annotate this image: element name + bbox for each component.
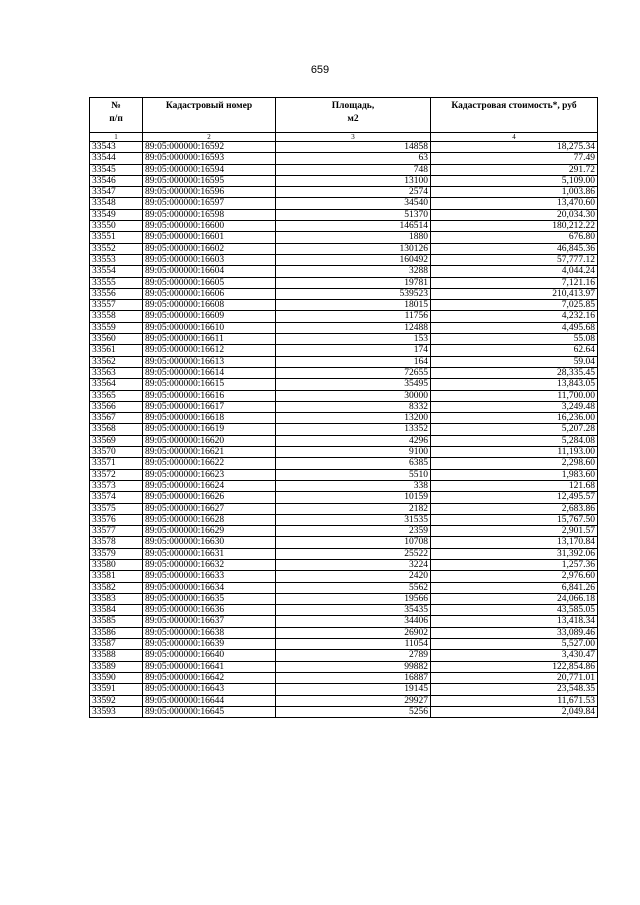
row-index: 33543 [90, 142, 143, 153]
row-index: 33558 [90, 311, 143, 322]
cadastral-cost: 11,700.00 [431, 390, 598, 401]
area-value: 1880 [276, 232, 431, 243]
row-index: 33561 [90, 345, 143, 356]
table-row [90, 537, 598, 548]
cadastral-number: 89:05:000000:16622 [143, 458, 276, 469]
area-value: 72655 [276, 367, 431, 378]
table-row [90, 650, 598, 661]
cadastral-number: 89:05:000000:16606 [143, 288, 276, 299]
cadastral-number: 89:05:000000:16620 [143, 435, 276, 446]
cadastral-number: 89:05:000000:16597 [143, 198, 276, 209]
cadastral-cost: 1,257.36 [431, 559, 598, 570]
cadastral-number: 89:05:000000:16602 [143, 243, 276, 254]
table-row [90, 480, 598, 491]
area-value: 29927 [276, 695, 431, 706]
cadastral-number: 89:05:000000:16639 [143, 639, 276, 650]
table-row [90, 254, 598, 265]
cadastral-cost: 24,066.18 [431, 593, 598, 604]
row-index: 33593 [90, 706, 143, 717]
row-index: 33544 [90, 153, 143, 164]
header-index: № п/п [90, 98, 143, 133]
cadastral-number: 89:05:000000:16637 [143, 616, 276, 627]
cadastral-number: 89:05:000000:16604 [143, 266, 276, 277]
area-value: 19145 [276, 684, 431, 695]
cadastral-number: 89:05:000000:16596 [143, 187, 276, 198]
area-value: 5256 [276, 706, 431, 717]
page-number: 659 [310, 64, 330, 76]
table-row [90, 334, 598, 345]
row-index: 33580 [90, 559, 143, 570]
table-row [90, 435, 598, 446]
cadastral-cost: 122,854.86 [431, 661, 598, 672]
area-value: 34540 [276, 198, 431, 209]
header-cadastral-value: Кадастровая стоимость*, руб [431, 98, 598, 133]
cadastral-cost: 18,275.34 [431, 142, 598, 153]
table-row [90, 300, 598, 311]
row-index: 33573 [90, 480, 143, 491]
cadastral-cost: 3,249.48 [431, 401, 598, 412]
cadastral-cost: 15,767.50 [431, 514, 598, 525]
table-row [90, 447, 598, 458]
row-index: 33589 [90, 661, 143, 672]
cadastral-cost: 43,585.05 [431, 605, 598, 616]
cadastral-number: 89:05:000000:16594 [143, 164, 276, 175]
cadastral-cost: 5,527.00 [431, 639, 598, 650]
area-value: 18015 [276, 300, 431, 311]
cadastral-number: 89:05:000000:16610 [143, 322, 276, 333]
cadastral-number: 89:05:000000:16612 [143, 345, 276, 356]
cadastral-cost: 20,771.01 [431, 672, 598, 683]
cadastral-number: 89:05:000000:16616 [143, 390, 276, 401]
table-row [90, 288, 598, 299]
header-row [90, 98, 598, 133]
area-value: 4296 [276, 435, 431, 446]
cadastral-cost: 5,109.00 [431, 175, 598, 186]
table-row [90, 198, 598, 209]
table-row [90, 401, 598, 412]
cadastral-number: 89:05:000000:16595 [143, 175, 276, 186]
cadastral-number: 89:05:000000:16619 [143, 424, 276, 435]
cadastral-number: 89:05:000000:16592 [143, 142, 276, 153]
row-index: 33562 [90, 356, 143, 367]
cadastral-cost: 4,044.24 [431, 266, 598, 277]
cadastral-cost: 6,841.26 [431, 582, 598, 593]
table-row [90, 616, 598, 627]
table-row [90, 458, 598, 469]
cadastral-cost: 13,470.60 [431, 198, 598, 209]
table-row [90, 571, 598, 582]
table-row [90, 379, 598, 390]
row-index: 33568 [90, 424, 143, 435]
cadastral-cost: 2,976.60 [431, 571, 598, 582]
table-row [90, 390, 598, 401]
row-index: 33550 [90, 221, 143, 232]
table-row [90, 356, 598, 367]
cadastral-number: 89:05:000000:16635 [143, 593, 276, 604]
cadastral-cost: 13,418.34 [431, 616, 598, 627]
table-row [90, 322, 598, 333]
row-index: 33583 [90, 593, 143, 604]
area-value: 14858 [276, 142, 431, 153]
column-number: 1 [90, 133, 143, 142]
table-row [90, 503, 598, 514]
table-header [90, 98, 598, 142]
area-value: 35495 [276, 379, 431, 390]
cadastral-cost: 676.80 [431, 232, 598, 243]
cadastral-number: 89:05:000000:16629 [143, 526, 276, 537]
cadastral-cost: 12,495.57 [431, 492, 598, 503]
cadastral-cost: 59.04 [431, 356, 598, 367]
area-value: 2420 [276, 571, 431, 582]
row-index: 33584 [90, 605, 143, 616]
area-value: 19781 [276, 277, 431, 288]
cadastral-number: 89:05:000000:16605 [143, 277, 276, 288]
area-value: 160492 [276, 254, 431, 265]
area-value: 174 [276, 345, 431, 356]
row-index: 33585 [90, 616, 143, 627]
area-value: 13200 [276, 413, 431, 424]
cadastral-cost: 210,413.97 [431, 288, 598, 299]
row-index: 33572 [90, 469, 143, 480]
table-row [90, 175, 598, 186]
cadastral-number: 89:05:000000:16632 [143, 559, 276, 570]
cadastral-cost: 31,392.06 [431, 548, 598, 559]
cadastral-number: 89:05:000000:16601 [143, 232, 276, 243]
row-index: 33592 [90, 695, 143, 706]
row-index: 33591 [90, 684, 143, 695]
area-value: 2359 [276, 526, 431, 537]
row-index: 33590 [90, 672, 143, 683]
row-index: 33545 [90, 164, 143, 175]
area-value: 5510 [276, 469, 431, 480]
area-value: 26902 [276, 627, 431, 638]
row-index: 33565 [90, 390, 143, 401]
table-row [90, 153, 598, 164]
cadastral-cost: 55.08 [431, 334, 598, 345]
area-value: 25522 [276, 548, 431, 559]
cadastral-cost: 11,193.00 [431, 447, 598, 458]
row-index: 33557 [90, 300, 143, 311]
area-value: 13352 [276, 424, 431, 435]
table-row [90, 243, 598, 254]
table-row [90, 526, 598, 537]
table-row [90, 582, 598, 593]
area-value: 99882 [276, 661, 431, 672]
table-row [90, 142, 598, 153]
area-value: 539523 [276, 288, 431, 299]
area-value: 2574 [276, 187, 431, 198]
table-row [90, 232, 598, 243]
cadastral-number: 89:05:000000:16636 [143, 605, 276, 616]
cadastral-cost: 62.64 [431, 345, 598, 356]
cadastral-number: 89:05:000000:16621 [143, 447, 276, 458]
cadastral-number: 89:05:000000:16630 [143, 537, 276, 548]
header-area: Площадь, м2 [276, 98, 431, 133]
cadastral-number: 89:05:000000:16615 [143, 379, 276, 390]
table-row [90, 266, 598, 277]
area-value: 5562 [276, 582, 431, 593]
table-row [90, 277, 598, 288]
cadastral-number: 89:05:000000:16608 [143, 300, 276, 311]
table-row [90, 424, 598, 435]
area-value: 3288 [276, 266, 431, 277]
area-value: 10708 [276, 537, 431, 548]
cadastral-number: 89:05:000000:16640 [143, 650, 276, 661]
table-row [90, 187, 598, 198]
cadastral-cost: 3,430.47 [431, 650, 598, 661]
row-index: 33579 [90, 548, 143, 559]
table-row [90, 413, 598, 424]
cadastral-cost: 2,298.60 [431, 458, 598, 469]
column-number: 4 [431, 133, 598, 142]
cadastral-cost: 46,845.36 [431, 243, 598, 254]
table-row [90, 639, 598, 650]
cadastral-cost: 5,207.28 [431, 424, 598, 435]
area-value: 35435 [276, 605, 431, 616]
cadastral-cost: 121.68 [431, 480, 598, 491]
column-number: 3 [276, 133, 431, 142]
row-index: 33554 [90, 266, 143, 277]
cadastral-number: 89:05:000000:16631 [143, 548, 276, 559]
table-row [90, 548, 598, 559]
row-index: 33575 [90, 503, 143, 514]
row-index: 33566 [90, 401, 143, 412]
area-value: 31535 [276, 514, 431, 525]
row-index: 33587 [90, 639, 143, 650]
row-index: 33552 [90, 243, 143, 254]
table-row [90, 627, 598, 638]
cadastral-number: 89:05:000000:16593 [143, 153, 276, 164]
row-index: 33553 [90, 254, 143, 265]
cadastral-cost: 7,121.16 [431, 277, 598, 288]
area-value: 51370 [276, 209, 431, 220]
area-value: 9100 [276, 447, 431, 458]
area-value: 11756 [276, 311, 431, 322]
cadastral-number: 89:05:000000:16600 [143, 221, 276, 232]
cadastral-number: 89:05:000000:16642 [143, 672, 276, 683]
table-row [90, 695, 598, 706]
cadastral-table [89, 97, 598, 718]
cadastral-number: 89:05:000000:16633 [143, 571, 276, 582]
row-index: 33577 [90, 526, 143, 537]
table-row [90, 469, 598, 480]
row-index: 33547 [90, 187, 143, 198]
cadastral-number: 89:05:000000:16598 [143, 209, 276, 220]
table-row [90, 367, 598, 378]
cadastral-cost: 7,025.85 [431, 300, 598, 311]
area-value: 153 [276, 334, 431, 345]
area-value: 30000 [276, 390, 431, 401]
area-value: 2789 [276, 650, 431, 661]
cadastral-number: 89:05:000000:16603 [143, 254, 276, 265]
row-index: 33578 [90, 537, 143, 548]
cadastral-cost: 4,495.68 [431, 322, 598, 333]
cadastral-cost: 2,683.86 [431, 503, 598, 514]
cadastral-cost: 1,983.60 [431, 469, 598, 480]
row-index: 33556 [90, 288, 143, 299]
area-value: 164 [276, 356, 431, 367]
area-value: 12488 [276, 322, 431, 333]
cadastral-cost: 13,170.84 [431, 537, 598, 548]
table-row [90, 672, 598, 683]
cadastral-number: 89:05:000000:16617 [143, 401, 276, 412]
table-row [90, 593, 598, 604]
row-index: 33576 [90, 514, 143, 525]
cadastral-number: 89:05:000000:16624 [143, 480, 276, 491]
row-index: 33571 [90, 458, 143, 469]
table-row [90, 311, 598, 322]
cadastral-number: 89:05:000000:16626 [143, 492, 276, 503]
area-value: 338 [276, 480, 431, 491]
cadastral-cost: 5,284.08 [431, 435, 598, 446]
table-row [90, 345, 598, 356]
area-value: 2182 [276, 503, 431, 514]
row-index: 33563 [90, 367, 143, 378]
cadastral-cost: 291.72 [431, 164, 598, 175]
table-row [90, 221, 598, 232]
area-value: 63 [276, 153, 431, 164]
cadastral-cost: 57,777.12 [431, 254, 598, 265]
cadastral-cost: 16,236.00 [431, 413, 598, 424]
table-body [90, 142, 598, 718]
cadastral-number: 89:05:000000:16627 [143, 503, 276, 514]
area-value: 13100 [276, 175, 431, 186]
table-row [90, 209, 598, 220]
cadastral-cost: 11,671.53 [431, 695, 598, 706]
table-row [90, 684, 598, 695]
row-index: 33555 [90, 277, 143, 288]
cadastral-number: 89:05:000000:16623 [143, 469, 276, 480]
table-row [90, 559, 598, 570]
cadastral-number: 89:05:000000:16614 [143, 367, 276, 378]
row-index: 33548 [90, 198, 143, 209]
cadastral-cost: 33,089.46 [431, 627, 598, 638]
area-value: 6385 [276, 458, 431, 469]
area-value: 3224 [276, 559, 431, 570]
area-value: 16887 [276, 672, 431, 683]
row-index: 33560 [90, 334, 143, 345]
cadastral-cost: 77.49 [431, 153, 598, 164]
table-row [90, 605, 598, 616]
row-index: 33546 [90, 175, 143, 186]
row-index: 33569 [90, 435, 143, 446]
row-index: 33574 [90, 492, 143, 503]
row-index: 33586 [90, 627, 143, 638]
area-value: 748 [276, 164, 431, 175]
cadastral-cost: 20,034.30 [431, 209, 598, 220]
cadastral-number: 89:05:000000:16634 [143, 582, 276, 593]
column-number-row [90, 133, 598, 142]
cadastral-number: 89:05:000000:16643 [143, 684, 276, 695]
row-index: 33551 [90, 232, 143, 243]
row-index: 33559 [90, 322, 143, 333]
area-value: 130126 [276, 243, 431, 254]
area-value: 8332 [276, 401, 431, 412]
cadastral-cost: 13,843.05 [431, 379, 598, 390]
table-row [90, 661, 598, 672]
cadastral-cost: 180,212.22 [431, 221, 598, 232]
table-row [90, 514, 598, 525]
cadastral-cost: 2,901.57 [431, 526, 598, 537]
row-index: 33588 [90, 650, 143, 661]
header-cadastral-number: Кадастровый номер [143, 98, 276, 133]
area-value: 146514 [276, 221, 431, 232]
table-row [90, 164, 598, 175]
table-row [90, 492, 598, 503]
column-number: 2 [143, 133, 276, 142]
row-index: 33570 [90, 447, 143, 458]
cadastral-number: 89:05:000000:16644 [143, 695, 276, 706]
cadastral-cost: 23,548.35 [431, 684, 598, 695]
area-value: 11054 [276, 639, 431, 650]
row-index: 33567 [90, 413, 143, 424]
area-value: 19566 [276, 593, 431, 604]
cadastral-cost: 1,003.86 [431, 187, 598, 198]
area-value: 10159 [276, 492, 431, 503]
cadastral-number: 89:05:000000:16611 [143, 334, 276, 345]
row-index: 33581 [90, 571, 143, 582]
cadastral-number: 89:05:000000:16638 [143, 627, 276, 638]
cadastral-cost: 2,049.84 [431, 706, 598, 717]
cadastral-cost: 4,232.16 [431, 311, 598, 322]
cadastral-number: 89:05:000000:16645 [143, 706, 276, 717]
row-index: 33582 [90, 582, 143, 593]
cadastral-cost: 28,335.45 [431, 367, 598, 378]
cadastral-number: 89:05:000000:16613 [143, 356, 276, 367]
area-value: 34406 [276, 616, 431, 627]
table-row [90, 706, 598, 717]
row-index: 33564 [90, 379, 143, 390]
cadastral-number: 89:05:000000:16641 [143, 661, 276, 672]
cadastral-number: 89:05:000000:16609 [143, 311, 276, 322]
cadastral-number: 89:05:000000:16628 [143, 514, 276, 525]
row-index: 33549 [90, 209, 143, 220]
cadastral-number: 89:05:000000:16618 [143, 413, 276, 424]
